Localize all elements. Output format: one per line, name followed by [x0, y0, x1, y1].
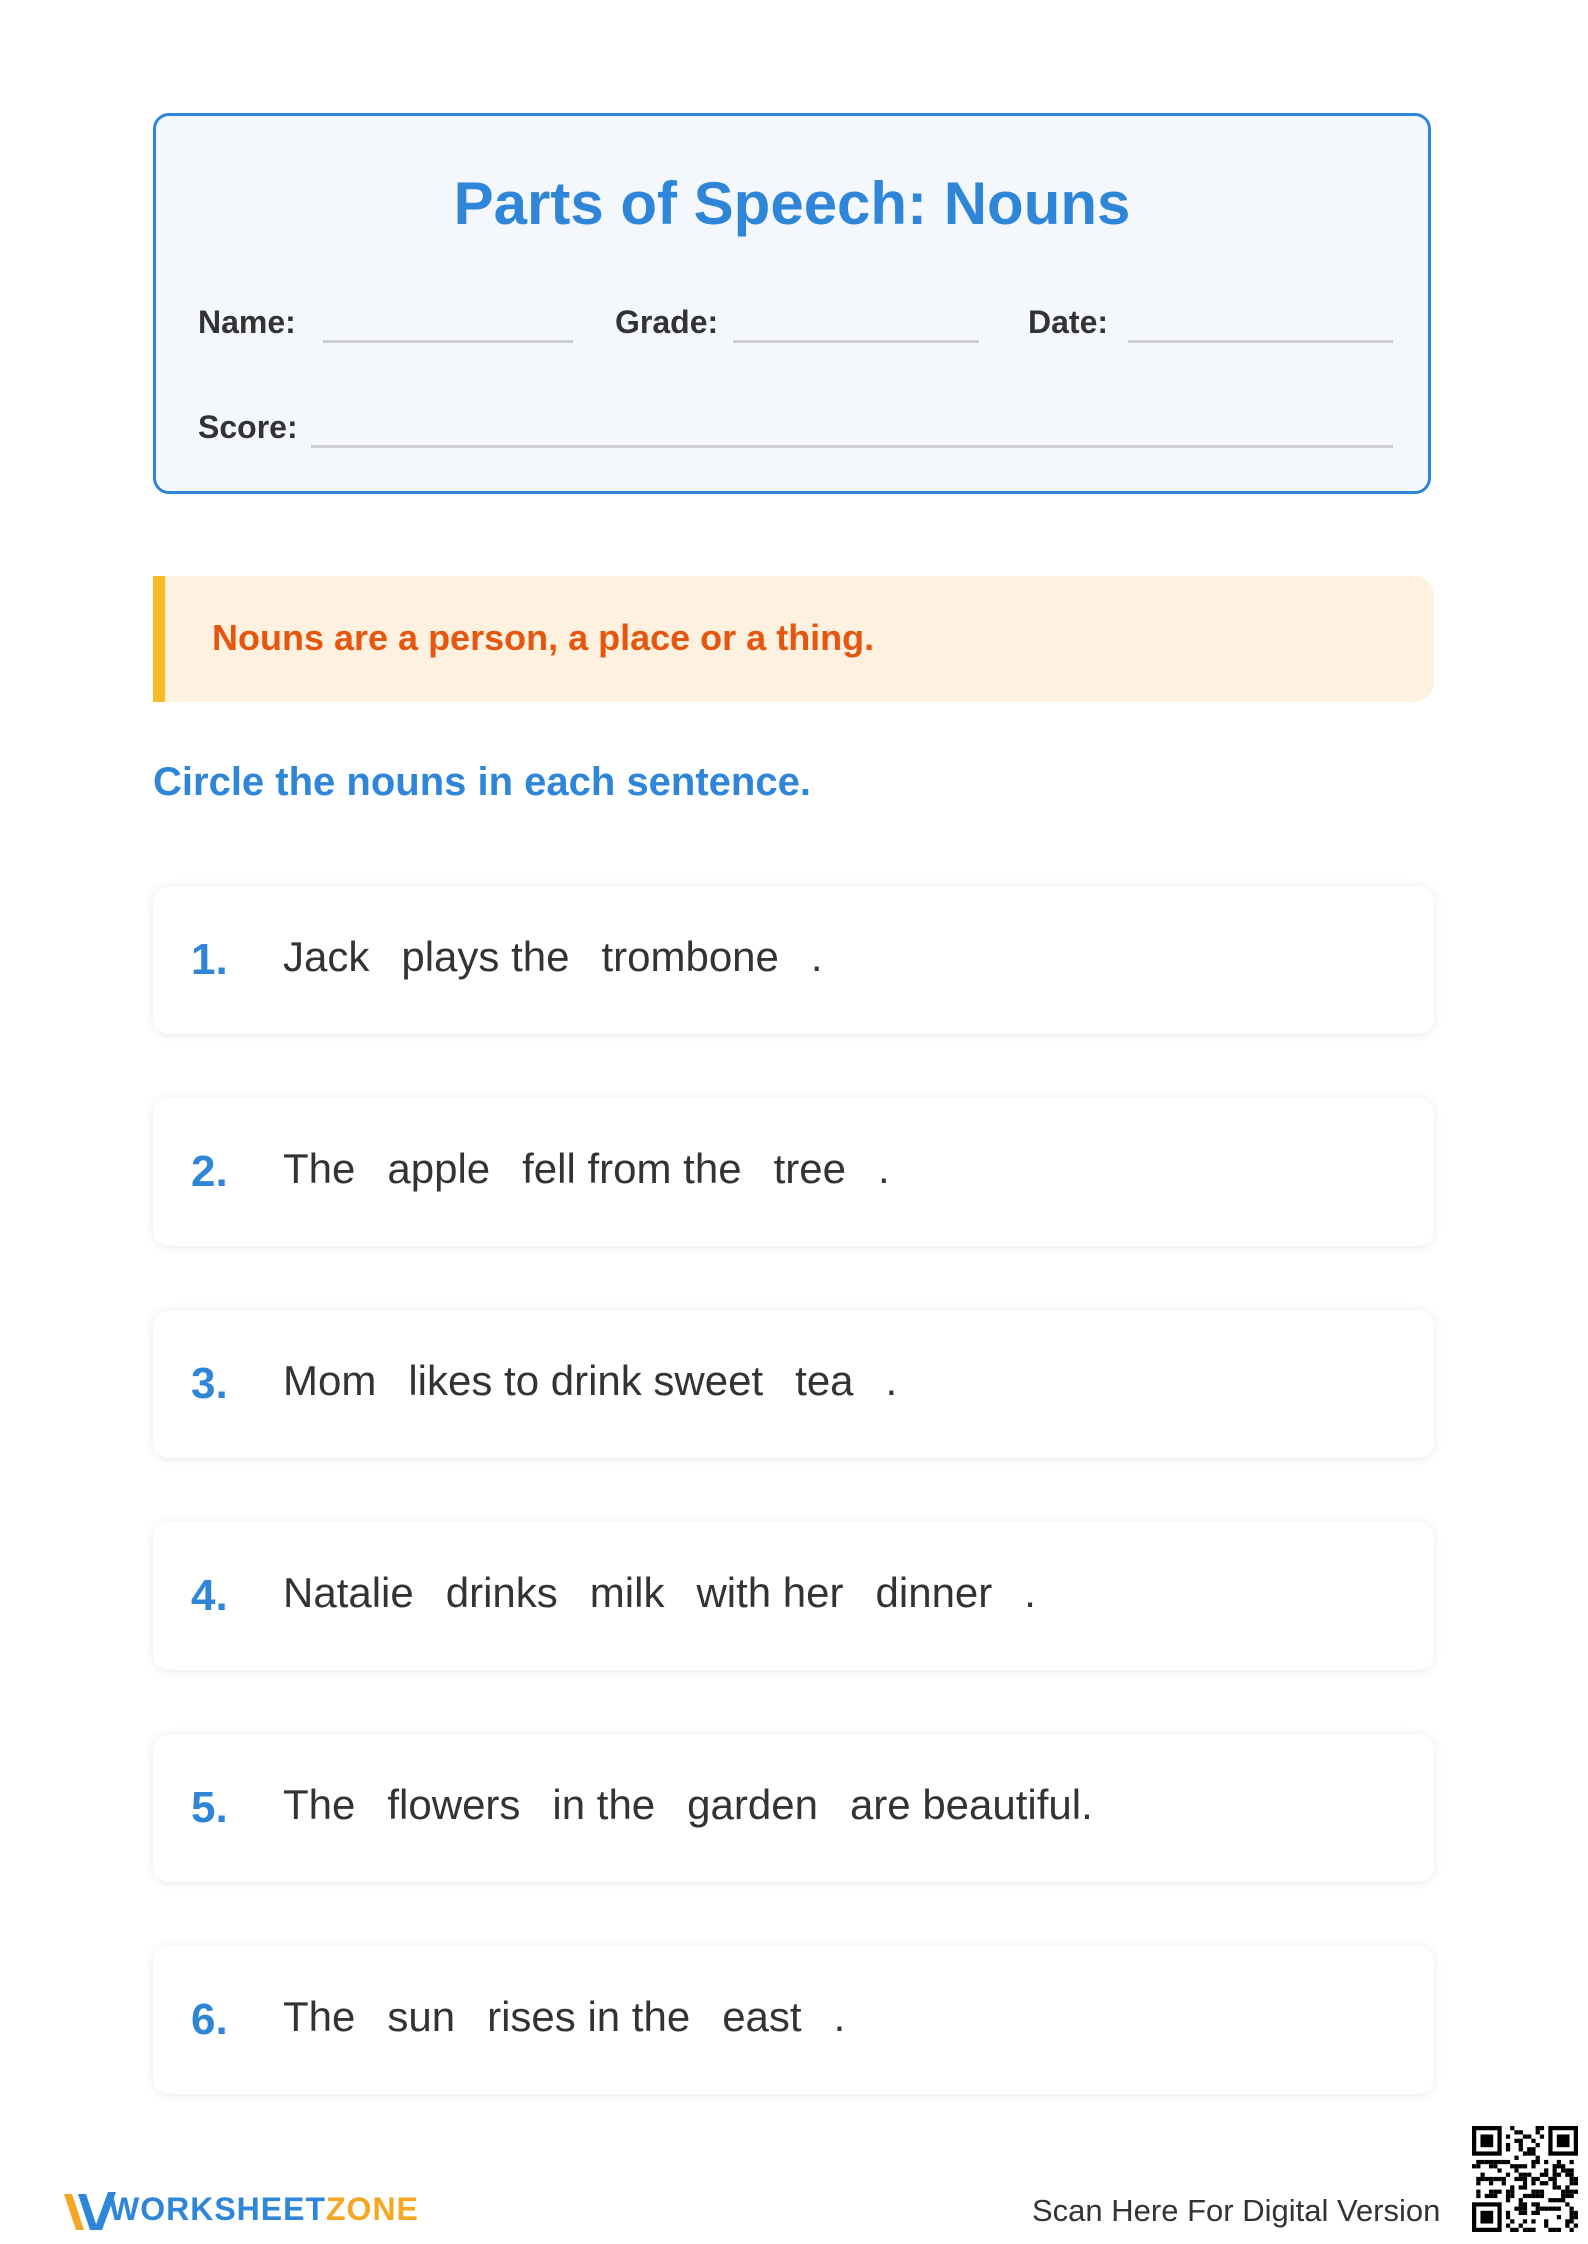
- question-sentence: [283, 1993, 846, 2040]
- sentence-word[interactable]: garden: [687, 1781, 818, 1828]
- sentence-word[interactable]: .: [833, 1993, 846, 2040]
- sentence-word[interactable]: .: [1024, 1569, 1036, 1616]
- brand-name: [109, 2193, 419, 2225]
- instruction-text: Circle the nouns in each sentence.: [153, 760, 811, 804]
- page-title: Parts of Speech: Nouns: [453, 170, 1131, 237]
- sentence-word[interactable]: dinner: [875, 1569, 993, 1616]
- question-sentence: [283, 933, 823, 980]
- question-card: [153, 1946, 1434, 2094]
- score-label: Score:: [198, 409, 298, 445]
- worksheetzone-logo-icon: [60, 2180, 116, 2236]
- question-card: [153, 1734, 1434, 1882]
- question-sentence: [283, 1781, 1093, 1828]
- definition-callout: [153, 576, 1434, 702]
- grade-field[interactable]: [733, 340, 979, 343]
- sentence-word[interactable]: Jack: [283, 933, 370, 980]
- question-card: [153, 1310, 1434, 1458]
- name-field[interactable]: [323, 340, 573, 343]
- header-box: [153, 113, 1431, 494]
- sentence-word[interactable]: Mom: [283, 1357, 377, 1404]
- question-number: 3.: [191, 1359, 228, 1408]
- question-sentence: [283, 1145, 890, 1192]
- sentence-word[interactable]: tea: [795, 1357, 854, 1404]
- sentence-word[interactable]: in the: [552, 1781, 656, 1828]
- qr-code-icon[interactable]: [1472, 2126, 1578, 2232]
- question-number: 1.: [191, 935, 228, 984]
- date-field[interactable]: [1128, 340, 1393, 343]
- sentence-word[interactable]: The: [283, 1993, 356, 2040]
- sentence-word[interactable]: .: [877, 1145, 890, 1192]
- sentence-word[interactable]: trombone: [601, 933, 779, 980]
- sentence-word[interactable]: east: [722, 1993, 802, 2040]
- sentence-word[interactable]: Natalie: [283, 1569, 414, 1616]
- question-sentence: [283, 1569, 1036, 1616]
- sentence-word[interactable]: .: [810, 933, 823, 980]
- sentence-word[interactable]: fell from the: [522, 1145, 742, 1192]
- question-number: 4.: [191, 1571, 228, 1620]
- score-field[interactable]: [311, 445, 1393, 448]
- question-number: 2.: [191, 1147, 228, 1196]
- sentence-word[interactable]: sun: [387, 1993, 456, 2040]
- question-card: [153, 1522, 1434, 1670]
- sentence-word[interactable]: .: [885, 1357, 898, 1404]
- question-card: [153, 1098, 1434, 1246]
- sentence-word[interactable]: plays the: [401, 933, 570, 980]
- date-label: Date:: [1028, 304, 1109, 340]
- question-number: 5.: [191, 1783, 228, 1832]
- sentence-word[interactable]: milk: [589, 1569, 665, 1616]
- sentence-word[interactable]: flowers: [387, 1781, 521, 1828]
- grade-label: Grade:: [615, 304, 719, 340]
- sentence-word[interactable]: likes to drink sweet: [408, 1357, 764, 1404]
- sentence-word[interactable]: tree: [773, 1145, 846, 1192]
- question-number: 6.: [191, 1995, 228, 2044]
- sentence-word[interactable]: The: [283, 1145, 356, 1192]
- definition-text: Nouns are a person, a place or a thing.: [212, 617, 875, 658]
- sentence-word[interactable]: with her: [696, 1569, 844, 1616]
- scan-instruction: Scan Here For Digital Version: [1032, 2193, 1441, 2228]
- question-sentence: [283, 1357, 898, 1404]
- sentence-word[interactable]: apple: [387, 1145, 491, 1192]
- sentence-word[interactable]: drinks: [445, 1569, 558, 1616]
- question-card: [153, 886, 1434, 1034]
- sentence-word[interactable]: rises in the: [487, 1993, 691, 2040]
- sentence-word[interactable]: are beautiful.: [849, 1781, 1093, 1828]
- brand-name-part1: WORKSHEET: [109, 2191, 326, 2227]
- sentence-word[interactable]: The: [283, 1781, 356, 1828]
- brand-name-part2: ZONE: [326, 2191, 419, 2227]
- name-label: Name:: [198, 304, 296, 340]
